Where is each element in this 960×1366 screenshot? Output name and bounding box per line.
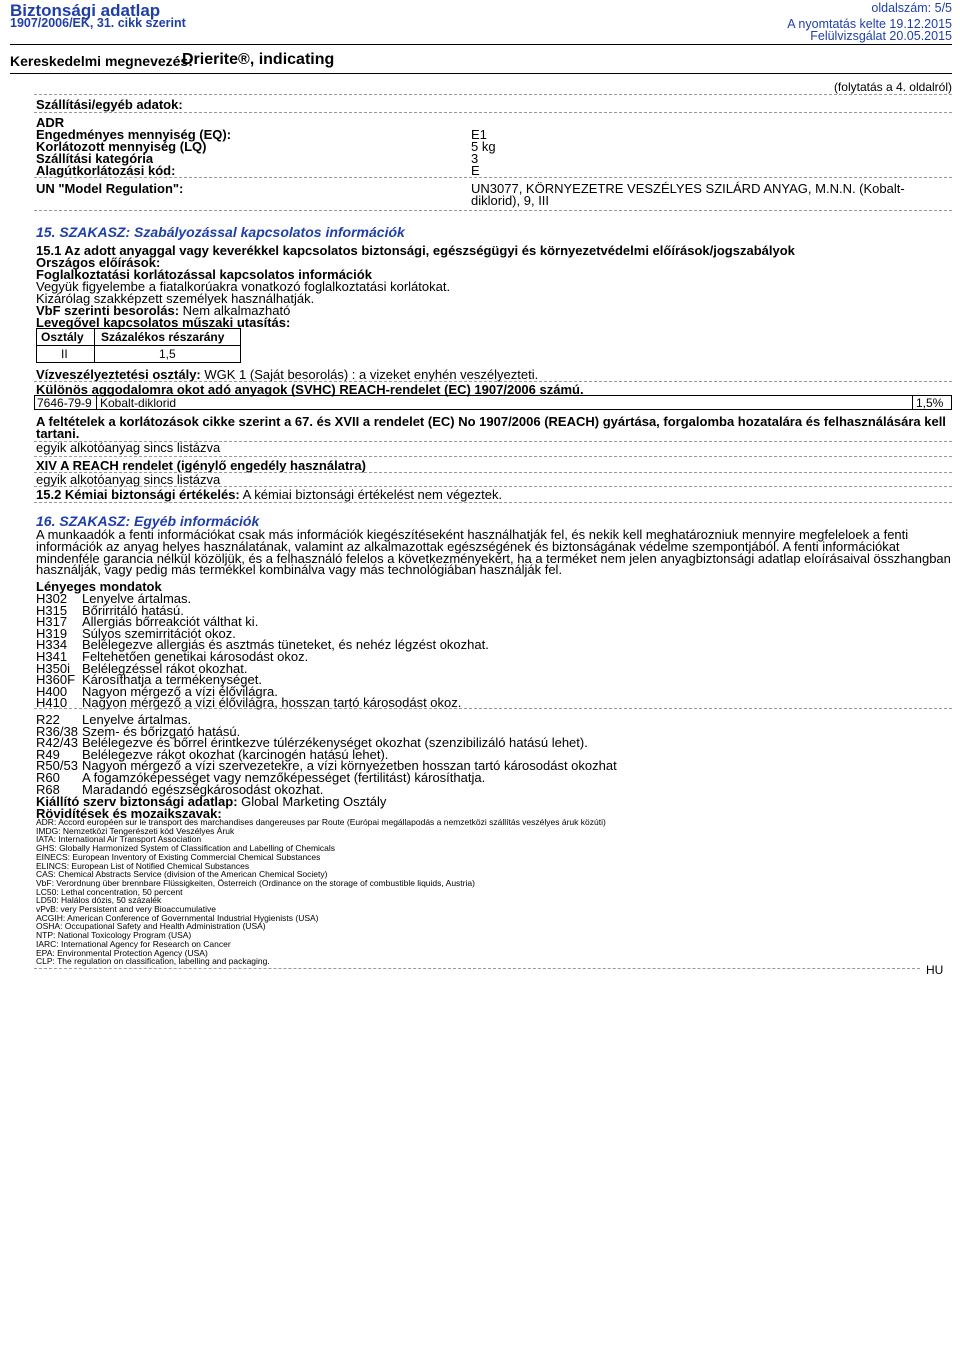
vbf-value: Nem alkalmazható [182, 303, 291, 318]
print-date: A nyomtatás kelte 19.12.2015 [787, 17, 952, 31]
r-phrase-item-text: Belélegezve rákot okozhat (karcinogén hatású lehet). [82, 746, 389, 762]
section-16-heading: 16. SZAKASZ: Egyéb információk [36, 513, 260, 529]
abbreviation-item: ACGIH: American Conference of Governmental Industrial Hygienists (USA) [36, 912, 319, 923]
chemical-safety-assessment [36, 488, 502, 501]
employment-restrictions-label: Foglalkoztatási korlátozással kapcsolatos információk [36, 267, 372, 282]
relevant-phrases-heading: Lényeges mondatok [36, 579, 162, 594]
adr-label: ADR [36, 115, 65, 130]
tunnel-code-value: E [471, 163, 480, 178]
issuer-value: Global Marketing Osztály [241, 794, 387, 809]
table-cell-percentage: 1,5 [159, 347, 176, 361]
annex-xvii-text-line2: tartani. [36, 426, 80, 441]
h-phrase-item-text: Nagyon mérgező a vízi élővilágra, hosszan tartó károsodást okoz. [82, 695, 462, 711]
r-phrase-item-text: Nagyon mérgező a vízi szervezetekre, a vízi környezetben hosszan tartó károsodást okozhat [82, 758, 617, 774]
svhc-substance-name: Kobalt-diklorid [100, 396, 177, 410]
abbreviation-item: OSHA: Occupational Safety and Health Administration (USA) [36, 921, 266, 932]
section-15-heading: 15. SZAKASZ: Szabályozással kapcsolatos információk [36, 224, 405, 240]
table-header-percentage: Százalékos részarány [101, 330, 225, 344]
abbreviation-item: LC50: Lethal concentration, 50 percent [36, 886, 183, 897]
abbreviations-heading: Rövidítések és mozaikszavak: [36, 806, 222, 821]
abbreviation-item: IARC: International Agency for Research on Cancer [36, 938, 231, 949]
national-regulations-label: Országos előírások: [36, 255, 161, 270]
page-number: oldalszám: 5/5 [871, 1, 952, 15]
r-phrase-item-code: R22 [36, 712, 60, 727]
eq-label: Engedményes mennyiség (EQ): [36, 127, 232, 142]
svhc-col-rule-1 [96, 395, 97, 410]
header-divider [10, 44, 952, 45]
document-title: Biztonsági adatlap [10, 1, 161, 20]
abbreviation-item: NTP: National Toxicology Program (USA) [36, 930, 192, 941]
abbreviation-item: vPvB: very Persistent and very Bioaccumulative [36, 904, 216, 914]
abbreviation-item: CLP: The regulation on classification, labelling and packaging. [36, 956, 270, 967]
trade-name-label: Kereskedelmi megnevezés: [10, 53, 193, 69]
abbreviation-item: ADR: Accord européen sur le transport des marchandises dangereuses par Route (Európai megállapodás a nemzetközi szállítás veszélyes áruk közúti) [36, 817, 606, 827]
h-phrase-item-code: H341 [36, 649, 68, 664]
water-hazard-label: Vízveszélyeztetési osztály: [36, 367, 201, 382]
trade-name: Drierite®, indicating [182, 51, 335, 68]
abbreviation-item: LD50: Halálos dózis, 50 százalék [36, 895, 162, 906]
un-divider [34, 177, 952, 178]
h-phrase-item-text: Belélegezve allergiás és asztmás tüneteket, és nehéz légzést okozhat. [82, 637, 489, 653]
h-phrase-item-code: H350i [36, 660, 70, 676]
csa-value: A kémiai biztonsági értékelést nem végeztek. [242, 487, 503, 502]
h-phrase-item-code: H334 [36, 637, 68, 653]
abbreviation-item: EINECS: European Inventory of Existing Commercial Chemical Substances [36, 851, 321, 862]
h-phrase-item-code: H302 [36, 591, 68, 606]
water-hazard-class [36, 368, 538, 381]
r-phrase-item-code: R49 [36, 746, 60, 762]
h-phrase-item-text: Allergiás bőrreakciót válthat ki. [82, 614, 259, 630]
issuer-label: Kiállító szerv biztonsági adatlap: [36, 794, 238, 809]
h-phrase-item-text: Lenyelve ártalmas. [82, 591, 192, 606]
tunnel-code-label: Alagútkorlátozási kód: [36, 163, 176, 178]
r-phrase-item-code: R60 [36, 770, 60, 785]
language-code: HU [926, 963, 944, 977]
h-phrases-divider [34, 708, 952, 709]
table-cell-class: II [61, 347, 68, 361]
abbreviation-item: IATA: International Air Transport Association [36, 834, 202, 845]
h-phrase-item-text: Feltehetően genetikai károsodást okoz. [82, 649, 309, 664]
abbreviation-item: ELINCS: European List of Notified Chemical Substances [36, 860, 250, 871]
air-instruction-label: Levegővel kapcsolatos műszaki utasítás: [36, 315, 291, 330]
air-class-table-header-rule [36, 345, 241, 346]
s16-intro-line2: információk az anyag helyes használatának, valamint az alkalmazottak egészségének és biztonságának védelme szempontjából. A fenti információkat [36, 539, 900, 554]
transport-divider [34, 112, 952, 113]
h-phrase-item-text: Károsíthatja a termékenységet. [82, 672, 262, 688]
s16-intro-line1: A munkaadók a fenti információkat csak más információk kiegészítéseként használhatják fel, és nekik kell meghatározniuk mennyire megfeleloek a fenti [36, 527, 909, 542]
transport-category-label: Szállítási kategória [36, 151, 154, 166]
h-phrase-item-code: H319 [36, 625, 68, 641]
r-phrase-item-text: Lenyelve ártalmas. [82, 712, 192, 727]
reach-xiv-value: egyik alkotóanyag sincs listázva [36, 472, 221, 487]
h-phrase-item-text: Nagyon mérgező a vízi élővilágra. [82, 683, 278, 699]
section-15-end-divider [34, 502, 952, 503]
un-model-value-line1: UN3077, KÖRNYEZETRE VESZÉLYES SZILÁRD ANYAG, M.N.N. (Kobalt- [471, 181, 905, 196]
annex-xvii-value: egyik alkotóanyag sincs listázva [36, 440, 221, 455]
experts-only-text: Kizárólag szakképzett személyek használhatják. [36, 291, 315, 306]
un-model-label: UN "Model Regulation": [36, 181, 184, 196]
abbreviation-item: GHS: Globally Harmonized System of Classification and Labelling of Chemicals [36, 843, 336, 854]
svhc-heading: Különös aggodalomra okot adó anyagok (SVHC) REACH-rendelet (EC) 1907/2006 számú. [36, 382, 584, 397]
youth-restriction-text: Vegyük figyelembe a fiatalkorúakra vonatkozó foglalkoztatási korlátokat. [36, 279, 451, 294]
abbreviation-item: EPA: Environmental Protection Agency (USA) [36, 947, 208, 958]
reach-xiv-heading: XIV A REACH rendelet (igénylő engedély használatra) [36, 458, 366, 473]
h-phrase-item-text: Belélegzéssel rákot okozhat. [82, 660, 248, 676]
s16-intro-line4: használják, vagy pedig más termékkel kombinálva vagy más technológiában használják fel. [36, 562, 563, 577]
h-phrase-item-code: H360F [36, 672, 76, 688]
air-class-table-col-rule [94, 328, 95, 363]
abbreviation-item: VbF: Verordnung über brennbare Flüssigkeiten, Österreich (Ordinance on the storage of combustible liquids, Austria) [36, 877, 475, 888]
svhc-col-rule-2 [912, 395, 913, 410]
annex-xvii-text-line1: A feltételek a korlátozások cikke szerint a 67. és XVII a rendelet (EC) No 1907/2006 (REACH) gyártása, forgalomba hozatalára és felhasználására kell [36, 414, 946, 429]
r-phrase-item-text: Maradandó egészségkárosodást okozhat. [82, 781, 324, 797]
h-phrase-item-code: H400 [36, 683, 68, 699]
r-phrase-item-code: R68 [36, 781, 60, 797]
h-phrase-item-code: H315 [36, 602, 68, 618]
r-phrase-item-code: R50/53 [36, 758, 78, 774]
un-model-value-line2: diklorid), 9, III [471, 193, 550, 208]
abbreviation-item: IMDG: Nemzetközi Tengerészeti kód Veszélyes Áruk [36, 825, 235, 836]
vbf-label: VbF szerinti besorolás: [36, 303, 180, 318]
s16-intro-line3: mindenféle garancia nélkül közöljük, és a felhasználó felelos a következményekért, ha a terméket nem jelen anyagbiztonsági adatlap eloírásaival összhangban [36, 551, 951, 566]
continued-divider [34, 94, 952, 95]
csa-label: 15.2 Kémiai biztonsági értékelés: [36, 487, 240, 502]
lq-label: Korlátozott mennyiség (LQ) [36, 139, 207, 154]
abbreviation-item: CAS: Chemical Abstracts Service (division of the American Chemical Society) [36, 869, 328, 880]
r-phrase-item-text: A fogamzóképességet vagy nemzőképességet (fertilitást) károsíthatja. [82, 770, 486, 785]
transport-heading: Szállítási/egyéb adatok: [36, 97, 183, 112]
transport-end-divider [34, 210, 952, 211]
svhc-cas-number: 7646-79-9 [37, 396, 92, 410]
r-phrase-item-text: Szem- és bőrizgató hatású. [82, 723, 241, 739]
r-phrase-item-code: R42/43 [36, 735, 78, 751]
svhc-percentage: 1,5% [916, 396, 944, 410]
s15-1-heading: 15.1 Az adott anyaggal vagy keverékkel kapcsolatos biztonsági, egészségügyi és környezetvédelmi előírások/jogszabályok [36, 243, 795, 258]
h-phrase-item-code: H317 [36, 614, 68, 630]
review-date: Felülvizsgálat 20.05.2015 [810, 29, 952, 43]
eq-value: E1 [471, 127, 487, 142]
lq-value: 5 kg [471, 139, 496, 154]
r-phrase-item-code: R36/38 [36, 723, 78, 739]
footer-divider [34, 968, 920, 969]
table-header-class: Osztály [41, 330, 84, 344]
annex-value-divider [34, 456, 952, 457]
r-phrase-item-text: Belélegezve és bőrrel érintkezve túlérzékenységet okozhat (szenzibilizáló hatású lehet). [82, 735, 588, 751]
transport-category-value: 3 [471, 151, 479, 166]
trade-name-divider [10, 73, 952, 74]
h-phrase-item-text: Súlyos szemirritációt okoz. [82, 625, 236, 641]
regulation-reference: 1907/2006/EK, 31. cikk szerint [10, 16, 186, 30]
continued-note: (folytatás a 4. oldalról) [833, 80, 952, 94]
h-phrase-item-code: H410 [36, 695, 68, 711]
water-hazard-value: WGK 1 (Saját besorolás) : a vizeket enyhén veszélyezteti. [204, 367, 539, 382]
h-phrase-item-text: Bőrirritáló hatású. [82, 602, 184, 618]
